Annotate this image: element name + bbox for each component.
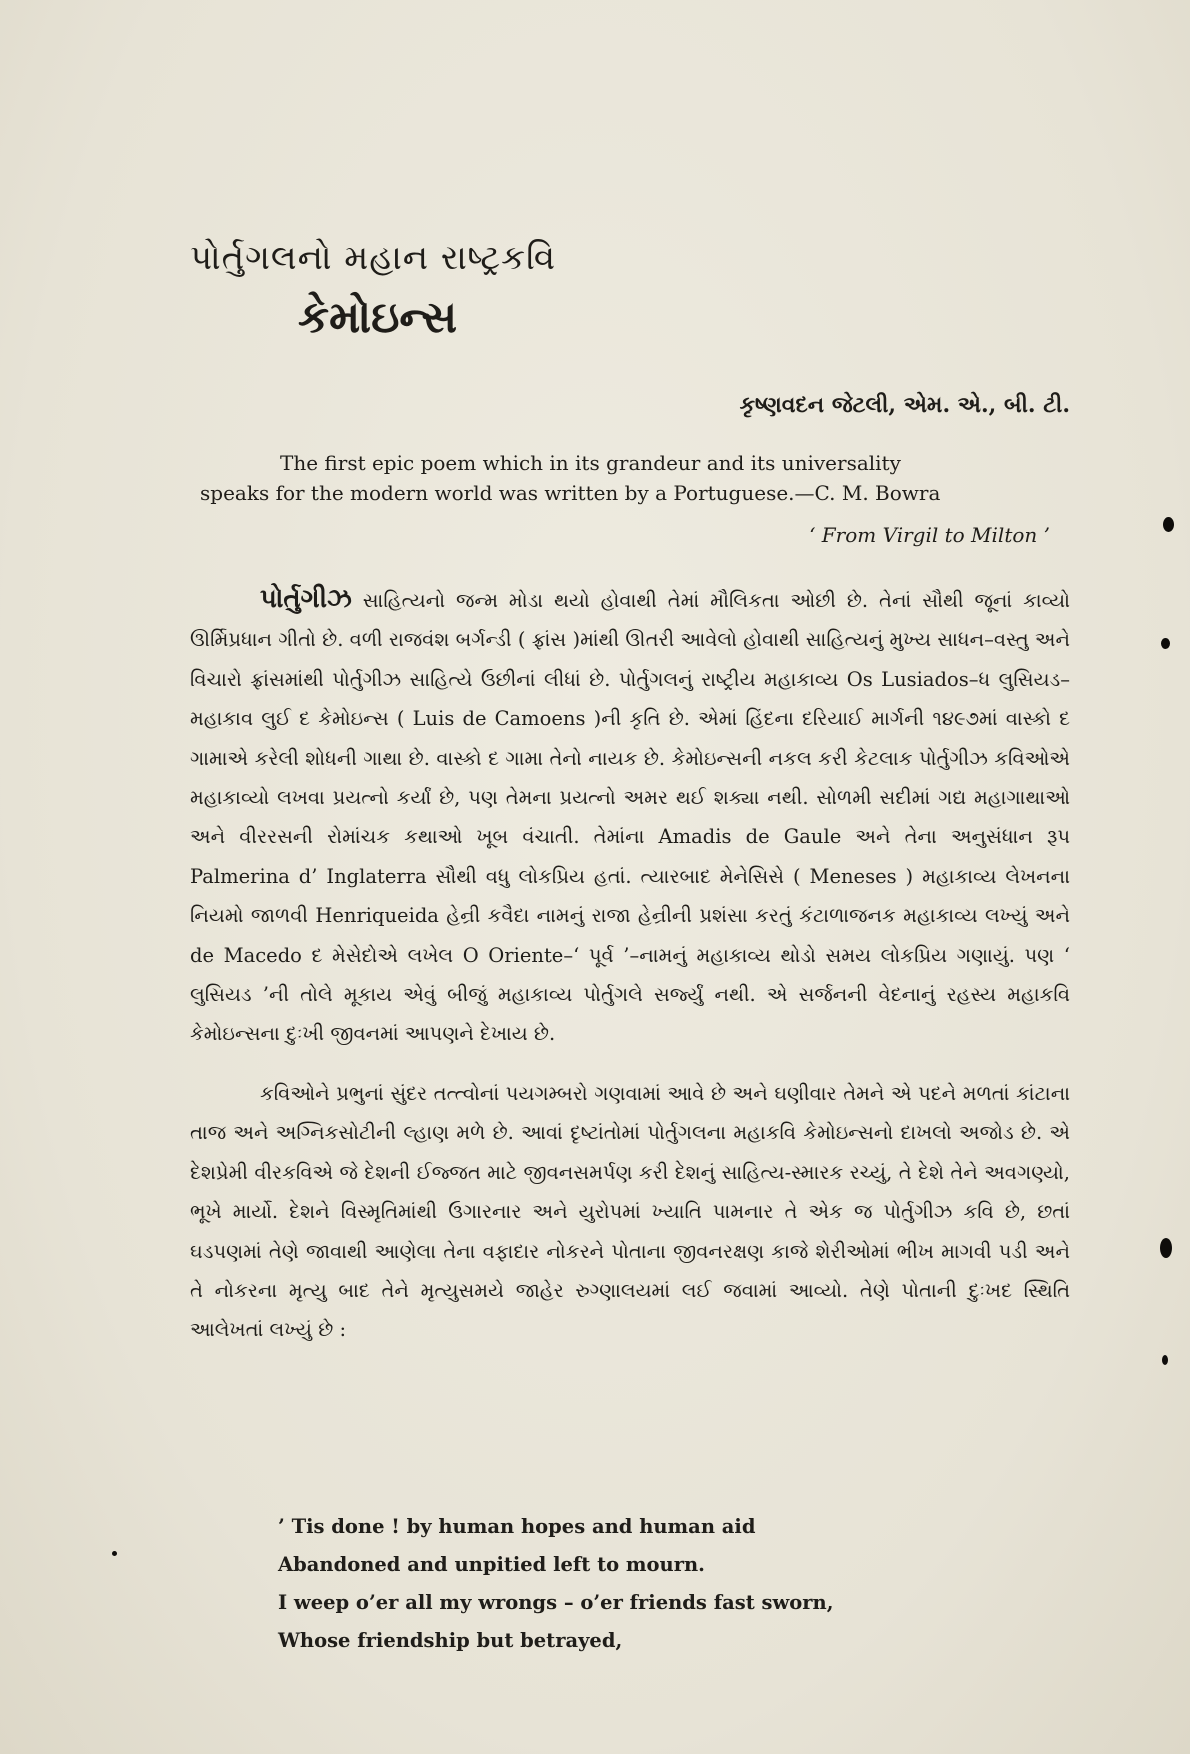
epigraph: [200, 448, 1050, 550]
epigraph-line1: The first epic poem which in its grandeur and its universality: [280, 451, 901, 475]
ink-speck: [1161, 638, 1170, 649]
ink-speck: [1162, 1355, 1168, 1365]
article-body: [190, 580, 1070, 1370]
paragraph-1-text: સાહિત્યનો જન્મ મોડા થયો હોવાથી તેમાં મૌલિકતા ઓછી છે. તેનાં સૌથી જૂનાં કાવ્યો ઊર્મિપ્રધાન ગીતો છે. વળી રાજવંશ બર્ગન્ડી ( ફ્રાંસ )માંથી ઊતરી આવેલો હોવાથી સાહિત્યનું મુખ્ય સાધન–વસ્તુ અને વિચારો ફ્રાંસમાંથી પોર્તુગીઝ સાહિત્યે ઉછીનાં લીધાં છે. પોર્તુગલનું રાષ્ટ્રીય મહાકાવ્ય Os Lusiados–ધ લુસિયડ–મહાકાવ લુઈ દ કેમોઇન્સ ( Luis de Camoens )ની કૃતિ છે. એમાં હિંદના દરિયાઈ માર્ગની ૧૪૯૭માં વાસ્કો દ ગામાએ કરેલી શોધની ગાથા છે. વાસ્કો દ ગામા તેનો નાયક છે. કેમોઇન્સની નકલ કરી કેટલાક પોર્તુગીઝ કવિઓએ મહાકાવ્યો લખવા પ્રયત્નો કર્યાં છે, પણ તેમના પ્રયત્નો અમર થઈ શક્યા નથી. સોળમી સદીમાં ગદ્ય મહાગાથાઓ અને વીરરસની રોમાંચક કથાઓ ખૂબ વંચાતી. તેમાંના Amadis de Gaule અને તેના અનુસંધાન રૂપ Palmerina d’ Inglaterra સૌથી વધુ લોકપ્રિય હતાં. ત્યારબાદ મેનેસિસે ( Meneses ) મહાકાવ્ય લેખનના નિયમો જાળવી Henriqueida હેન્રી કવૈદા નામનું રાજા હેન્રીની પ્રશંસા કરતું કંટાળાજનક મહાકાવ્ય લખ્યું અને de Macedo દ મેસેદોએ લખેલ O Oriente–‘ પૂર્વ ’–નામનું મહાકાવ્ય થોડો સમય લોકપ્રિય ગણાયું. પણ ‘ લુસિયડ ’ની તોલે મૂકાય એવું બીજું મહાકાવ્ય પોર્તુગલે સર્જ્યું નથી. એ સર્જનની વેદનાનું રહસ્ય મહાકવિ કેમોઇન્સના દુઃખી જીવનમાં આપણને દેખાય છે.: [190, 589, 1070, 1046]
ink-speck: [1160, 1238, 1172, 1258]
article-title-line2: કેમોઇન્સ: [298, 292, 458, 343]
poem-quote: [278, 1508, 834, 1660]
epigraph-source: ‘ From Virgil to Milton ’: [809, 523, 1050, 547]
epigraph-line2: speaks for the modern world was written by a Portuguese.—C. M. Bowra: [200, 481, 941, 505]
poem-line-3: I weep o’er all my wrongs – o’er friends fast sworn,: [278, 1591, 834, 1614]
ink-speck: [1163, 517, 1174, 532]
paragraph-2: કવિઓને પ્રભુનાં સુંદર તત્ત્વોનાં પયગમ્બરો ગણવામાં આવે છે અને ઘણીવાર તેમને એ પદને મળતાં કાંટાના તાજ અને અગ્નિકસોટીની લ્હાણ મળે છે. આવાં દૃષ્ટાંતોમાં પોર્તુગલના મહાકવિ કેમોઇન્સનો દાખલો અજોડ છે. એ દેશપ્રેમી વીરકવિએ જે દેશની ઈજ્જત માટે જીવનસમર્પણ કરી દેશનું સાહિત્ય-સ્મારક રચ્યું, તે દેશે તેને અવગણ્યો, ભૂખે માર્યો. દેશને વિસ્મૃતિમાંથી ઉગારનાર અને યુરોપમાં ખ્યાતિ પામનાર તે એક જ પોર્તુગીઝ કવિ છે, છતાં ઘડપણમાં તેણે જાવાથી આણેલા તેના વફાદાર નોકરને પોતાના જીવનરક્ષણ કાજે શેરીઓમાં ભીખ માગવી પડી અને તે નોકરના મૃત્યુ બાદ તેને મૃત્યુસમયે જાહેર રુગ્ણાલયમાં લઈ જવામાં આવ્યો. તેણે પોતાની દુઃખદ સ્થિતિ આલેખતાં લખ્યું છે :: [190, 1081, 1070, 1342]
author-byline: કૃષ્ણવદન જેટલી, એમ. એ., બી. ટી.: [739, 392, 1070, 418]
paragraph-1-lead-word: પોર્તુગીઝ: [260, 584, 352, 614]
poem-line-4: Whose friendship but betrayed,: [278, 1629, 623, 1652]
article-title-line1: પોર્તુગલનો મહાન રાષ્ટ્રકવિ: [190, 238, 557, 278]
poem-line-2: Abandoned and unpitied left to mourn.: [278, 1553, 705, 1576]
ink-speck: [112, 1551, 117, 1556]
paragraph-1: [190, 580, 1070, 1054]
poem-line-1: ’ Tis done ! by human hopes and human aid: [278, 1515, 756, 1538]
